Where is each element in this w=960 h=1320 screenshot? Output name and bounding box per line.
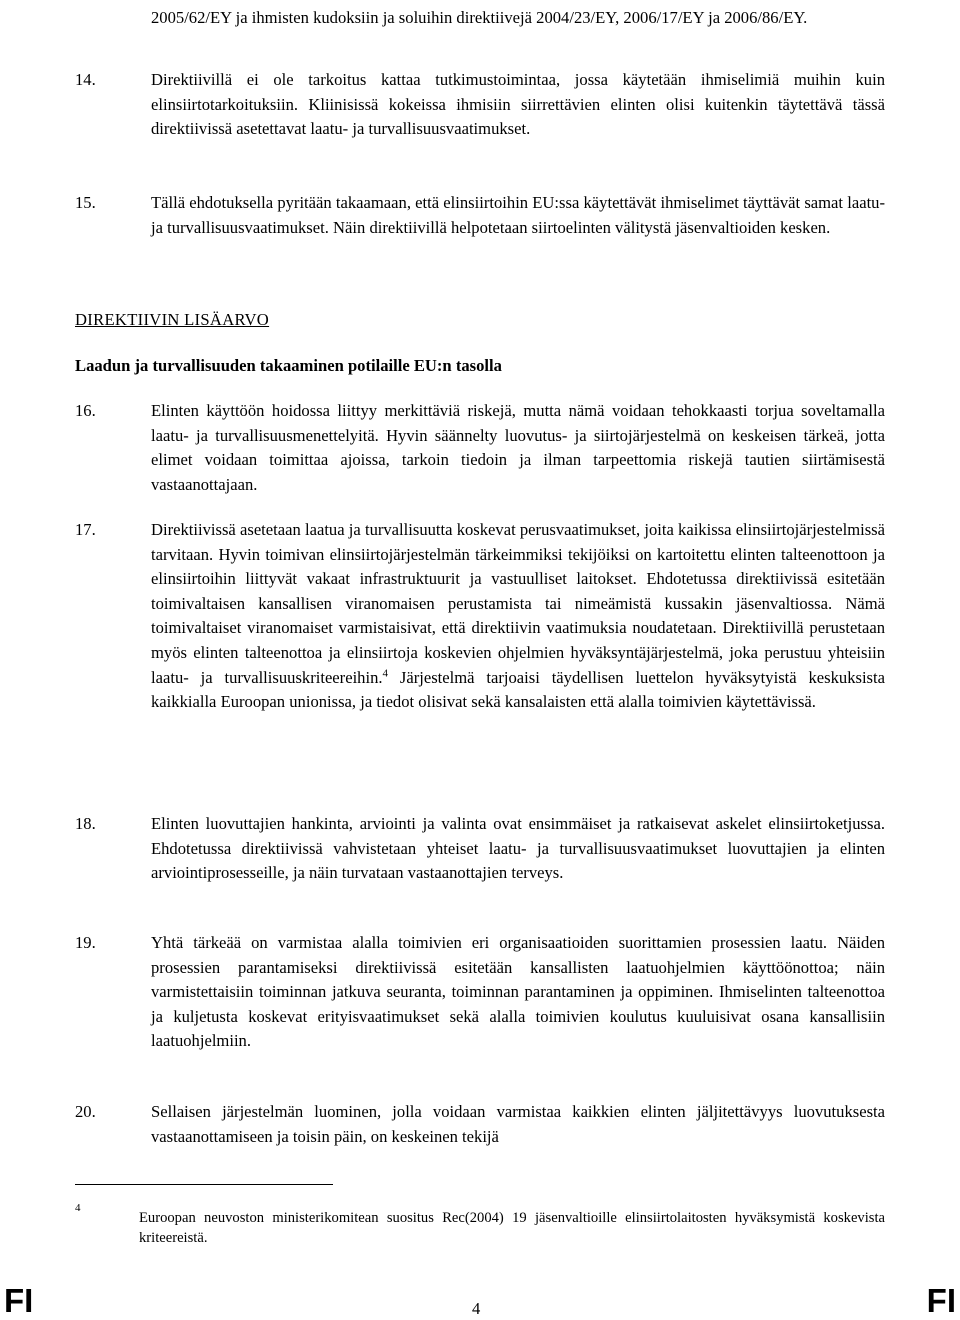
paragraph-text: Sellaisen järjestelmän luominen, jolla voidaan varmistaa kaikkien elinten jäljitettävyys luovutuksesta vastaanottamiseen ja toisin päin, on keskeinen tekijä xyxy=(151,1102,885,1146)
paragraph-text: Tällä ehdotuksella pyritään takaamaan, että elinsiirtoihin EU:ssa käytettävät ihmiselimet täyttävät samat laatu- ja turvallisuusvaatimukset. Näin direktiivillä helpotetaan siirtoelinten välitystä jäsenvaltioiden kesken. xyxy=(151,193,885,237)
paragraph-text: Elinten luovuttajien hankinta, arviointi ja valinta ovat ensimmäiset ja ratkaisevat askelet elinsiirtoketjussa. Ehdotetussa direktiivissä vahvistetaan yhteiset laatu- ja turvallisuusvaatimukset luovuttajien ja elinten arviointiprosesseille, ja näin turvataan vastaanottajien terveys. xyxy=(151,814,885,883)
paragraph-16 xyxy=(75,399,885,497)
footer-language-left: FI xyxy=(4,1282,34,1319)
paragraph-20 xyxy=(75,1100,885,1149)
paragraph-number: 14. xyxy=(75,70,96,89)
paragraph-number: 20. xyxy=(75,1102,96,1121)
paragraph-14 xyxy=(75,68,885,142)
section-heading: DIREKTIIVIN LISÄARVO xyxy=(75,310,270,329)
paragraph-text: Elinten käyttöön hoidossa liittyy merkittäviä riskejä, mutta nämä voidaan tehokkaasti torjua soveltamalla laatu- ja turvallisuusmenettelyitä. Hyvin säännelty luovutus- ja siirtojärjestelmä on keskeisen tärkeä, jotta elimet voidaan toimittaa ajoissa, tarkoin tiedoin ja ilman tarpeettomia riskejä tautien siirtämisestä vastaanottajaan. xyxy=(151,401,885,494)
paragraph-number: 15. xyxy=(75,193,96,212)
paragraph-15 xyxy=(75,191,885,240)
paragraph-text: Direktiivillä ei ole tarkoitus kattaa tutkimustoimintaa, jossa käytetään ihmiselimiä muihin kuin elinsiirtotarkoituksiin. Kliinisissä kokeissa ihmisiin siirrettävien elinten olisi kuitenkin täytettävä tässä direktiivissä asetettavat laatu- ja turvallisuusvaatimukset. xyxy=(151,70,885,139)
paragraph-17 xyxy=(75,518,885,715)
footnote-reference[interactable]: 4 xyxy=(382,667,389,680)
continued-text: 2005/62/EY ja ihmisten kudoksiin ja soluihin direktiivejä 2004/23/EY, 2006/17/EY ja 2006/86/EY. xyxy=(151,8,808,27)
paragraph-number: 17. xyxy=(75,520,96,539)
page-number: 4 xyxy=(472,1299,481,1318)
paragraph-number: 16. xyxy=(75,401,96,420)
paragraph-text xyxy=(151,518,885,715)
footnote-mark: 4 xyxy=(75,1202,81,1214)
section-subheading: Laadun ja turvallisuuden takaaminen potilaille EU:n tasolla xyxy=(75,356,502,375)
paragraph-text: Yhtä tärkeää on varmistaa alalla toimivien eri organisaatioiden suorittamien prosessien laatu. Näiden prosessien parantamiseksi direktiivissä esitetään kansallisten laatuohjelmien käyttöönottoa; näin varmistettaisiin toiminnan jatkuva seuranta, toiminnan parantaminen ja oppiminen. Ihmiselinten talteenottoa ja kuljetusta koskevat erityisvaatimukset sekä alalla toimivien koulutus kuuluisivat osana kansallisiin laatuohjelmiin. xyxy=(151,933,885,1051)
paragraph-number: 18. xyxy=(75,814,96,833)
paragraph-text-part: Direktiivissä asetetaan laatua ja turvallisuutta koskevat perusvaatimukset, joita kaikissa elinsiirtojärjestelmissä tarvitaan. Hyvin toimivan elinsiirtojärjestelmän tärkeimmiksi tekijöiksi on kartoitettu elinten talteenottoon ja elinsiirtoihin liittyvät vakaat infrastruktuurit ja vastuulliset laitokset. Ehdotetussa direktiivissä esitetään toimivaltaisen kansallisen viranomaisen perustamista tai nimeämistä kussakin jäsenvaltiossa. Nämä toimivaltaiset viranomaiset varmistaisivat, että direktiivin vaatimuksia noudatetaan. Direktiivillä perustetaan myös elinten talteenottoa ja elinsiirtoja koskevien ohjelmien hyväksyntäjärjestelmä, joka perustuu yhteisiin laatu- ja turvallisuuskriteereihin. xyxy=(151,520,885,687)
footnote-separator xyxy=(75,1184,333,1185)
paragraph-number: 19. xyxy=(75,933,96,952)
footnote xyxy=(75,1201,885,1248)
paragraph-text-part: Järjestelmä tarjoaisi täydellisen luettelon hyväksytyistä keskuksista kaikkialla Euroopan unionissa, ja tiedot olisivat sekä kansalaisten että alalla toimivien käytettävissä. xyxy=(151,667,885,712)
footer-language-right: FI xyxy=(926,1282,956,1319)
footnote-text: Euroopan neuvoston ministerikomitean suositus Rec(2004) 19 jäsenvaltioille elinsiirtolaitosten hyväksymistä koskevista kriteereistä. xyxy=(139,1210,885,1246)
paragraph-18 xyxy=(75,812,885,886)
paragraph-19 xyxy=(75,931,885,1054)
